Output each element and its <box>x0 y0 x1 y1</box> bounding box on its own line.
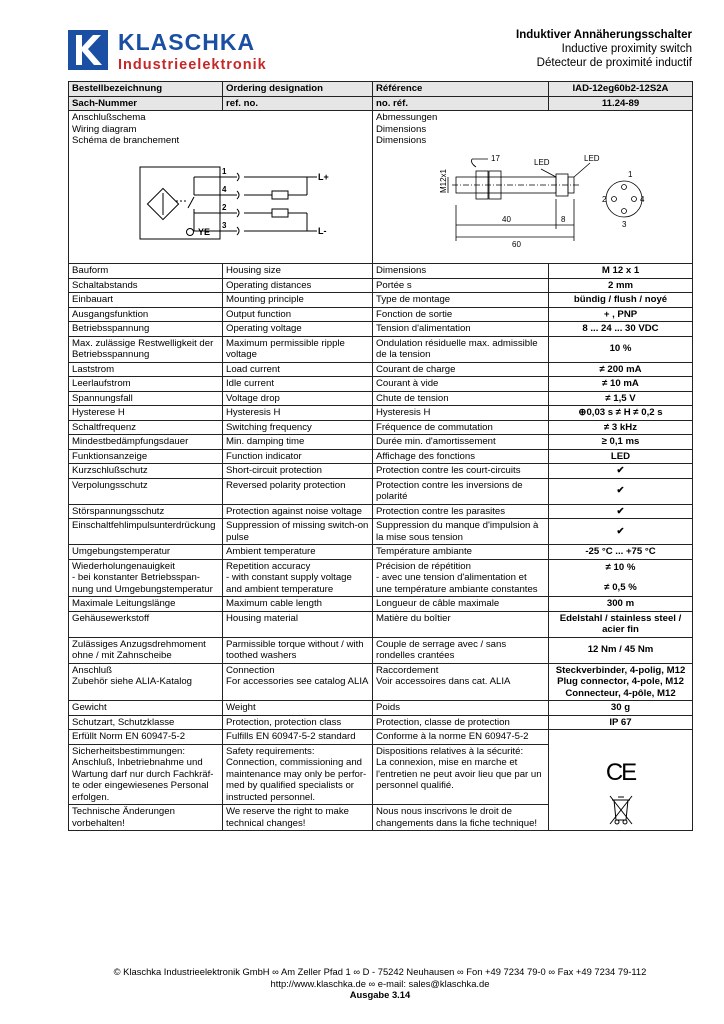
spec-row <box>69 663 693 701</box>
spec-label-en: Min. damping time <box>223 435 373 450</box>
spec-label-fr: Protection contre les inversions de polarité <box>373 478 549 504</box>
connector-pin-2: 2 <box>602 194 607 204</box>
part-cell-en: ref. no. <box>223 96 373 111</box>
repeat-accuracy-row <box>69 559 693 597</box>
wiring-label-fr: Schéma de branchement <box>72 135 180 146</box>
repeat-de: Wiederholungenauigkeit - bei konstanter Betriebsspan- nung und Umgebungstemperatur <box>69 559 223 597</box>
spec-label-en: Load current <box>223 362 373 377</box>
header-cell-fr: Référence <box>373 82 549 97</box>
safety-fr: Dispositions relatives à la sécurité: La connexion, mise en marche et l'entretien ne peut avoir lieu que par un personnel qualifié. <box>373 744 549 805</box>
spec-label-en: Ambient temperature <box>223 545 373 560</box>
spec-label-de: Gewicht <box>69 701 223 716</box>
spec-label-fr: Raccordement Voir accessoires dans cat. ALIA <box>373 663 549 701</box>
spec-row <box>69 322 693 337</box>
spec-label-de: Maximale Leitungslänge <box>69 597 223 612</box>
repeat-value-1: ≠ 10 % <box>605 562 636 574</box>
spec-row <box>69 377 693 392</box>
spec-row <box>69 362 693 377</box>
wiring-pin-4: 4 <box>222 184 227 194</box>
spec-label-en: Switching frequency <box>223 420 373 435</box>
dimensions-label-fr: Dimensions <box>376 135 427 146</box>
spec-label-de: Betriebsspannung <box>69 322 223 337</box>
document-title <box>516 28 692 70</box>
spec-label-fr: Tension d'alimentation <box>373 322 549 337</box>
spec-row <box>69 449 693 464</box>
spec-label-en: Voltage drop <box>223 391 373 406</box>
wiring-ye-label: YE <box>198 226 211 237</box>
spec-value: 10 % <box>549 336 693 362</box>
spec-value: ✔ <box>549 519 693 545</box>
connector-pin-1: 1 <box>628 169 633 179</box>
spec-label-fr: Fonction de sortie <box>373 307 549 322</box>
spec-value: 12 Nm / 45 Nm <box>549 637 693 663</box>
spec-label-de: Einbauart <box>69 293 223 308</box>
klaschka-logo-icon <box>68 30 108 70</box>
spec-label-en: Housing material <box>223 611 373 637</box>
spec-label-fr: Poids <box>373 701 549 716</box>
connector-pin-4: 4 <box>640 194 645 204</box>
safety-de: Sicherheitsbestimmungen: Anschluß, Inbetriebnahme und Wartung darf nur durch Fachkräf-te oder eingewiesenes Personal erfolgen. <box>69 744 223 805</box>
spec-label-de: Leerlaufstrom <box>69 377 223 392</box>
spec-table <box>68 81 693 831</box>
spec-value: ✔ <box>549 464 693 479</box>
spec-label-de: Ausgangsfunktion <box>69 307 223 322</box>
spec-value: 8 ... 24 ... 30 VDC <box>549 322 693 337</box>
spec-label-fr: Courant à vide <box>373 377 549 392</box>
spec-row <box>69 336 693 362</box>
spec-value: ≠ 200 mA <box>549 362 693 377</box>
part-cell-de: Sach-Nummer <box>69 96 223 111</box>
spec-label-de: Verpolungsschutz <box>69 478 223 504</box>
spec-value: ≠ 10 mA <box>549 377 693 392</box>
spec-label-fr: Protection contre les parasites <box>373 504 549 519</box>
header-cell-en: Ordering designation <box>223 82 373 97</box>
wiring-lines <box>194 173 317 235</box>
spec-label-de: Kurzschlußschutz <box>69 464 223 479</box>
connector-pin-3: 3 <box>622 219 627 229</box>
spec-value: LED <box>549 449 693 464</box>
wiring-plus-label: L+ <box>318 171 329 182</box>
spec-row <box>69 715 693 730</box>
spec-label-en: Function indicator <box>223 449 373 464</box>
wiring-minus-label: L- <box>318 225 327 236</box>
part-number: 11.24-89 <box>549 96 693 111</box>
spec-row <box>69 597 693 612</box>
title-de: Induktiver Annäherungsschalter <box>516 29 692 41</box>
spec-row <box>69 278 693 293</box>
wiring-pin-1: 1 <box>222 166 227 176</box>
spec-label-de: Gehäusewerkstoff <box>69 611 223 637</box>
repeat-en: Repetition accuracy - with constant supply voltage and ambient temperature <box>223 559 373 597</box>
spec-label-en: Short-circuit protection <box>223 464 373 479</box>
spec-label-de: Laststrom <box>69 362 223 377</box>
spec-label-fr: Ondulation résiduelle max. admissible de la tension <box>373 336 549 362</box>
spec-label-de: Schutzart, Schutzklasse <box>69 715 223 730</box>
spec-label-fr: Protection, classe de protection <box>373 715 549 730</box>
spec-label-de: Einschaltfehlimpulsunterdrückung <box>69 519 223 545</box>
spec-row <box>69 611 693 637</box>
led-label-2: LED <box>584 153 600 163</box>
weee-bin-icon <box>608 794 634 826</box>
wrench-size-label: 17 <box>491 153 500 163</box>
spec-label-fr: Durée min. d'amortissement <box>373 435 549 450</box>
spec-label-en: Parmissible torque without / with toothed washers <box>223 637 373 663</box>
spec-label-en: Idle current <box>223 377 373 392</box>
spec-label-de: Spannungsfall <box>69 391 223 406</box>
document-header <box>68 28 692 80</box>
drawings-row <box>69 111 693 264</box>
spec-label-de: Mindestbedämpfungsdauer <box>69 435 223 450</box>
spec-value: ≠ 1,5 V <box>549 391 693 406</box>
spec-label-de: Bauform <box>69 264 223 279</box>
spec-label-en: Connection For accessories see catalog ALIA <box>223 663 373 701</box>
spec-row <box>69 307 693 322</box>
spec-value: IP 67 <box>549 715 693 730</box>
wiring-label-de: Anschlußschema <box>72 112 146 123</box>
changes-fr: Nous nous inscrivons le droit de changements dans la fiche technique! <box>373 805 549 831</box>
spec-label-fr: Suppression du manque d'impulsion à la mise sous tension <box>373 519 549 545</box>
dimensions-label-de: Abmessungen <box>376 112 438 123</box>
spec-label-fr: Affichage des fonctions <box>373 449 549 464</box>
document-footer <box>68 966 692 1001</box>
spec-row <box>69 545 693 560</box>
part-cell-fr: no. réf. <box>373 96 549 111</box>
spec-value: ≠ 3 kHz <box>549 420 693 435</box>
ordering-designation: IAD-12eg60b2-12S2A <box>549 82 693 97</box>
spec-label-en: Operating distances <box>223 278 373 293</box>
spec-value: ✔ <box>549 504 693 519</box>
spec-row <box>69 519 693 545</box>
spec-label-fr: Type de montage <box>373 293 549 308</box>
spec-row <box>69 435 693 450</box>
spec-label-en: Hysteresis H <box>223 406 373 421</box>
spec-label-en: Protection, protection class <box>223 715 373 730</box>
spec-value: ✔ <box>549 478 693 504</box>
spec-row <box>69 637 693 663</box>
spec-row <box>69 504 693 519</box>
spec-value: + , PNP <box>549 307 693 322</box>
spec-label-fr: Hysteresis H <box>373 406 549 421</box>
header-cell-de: Bestellbezeichnung <box>69 82 223 97</box>
repeat-value <box>549 559 693 597</box>
part-number-row <box>69 96 693 111</box>
spec-label-de: Anschluß Zubehör siehe ALIA-Katalog <box>69 663 223 701</box>
dim-8: 8 <box>561 214 566 224</box>
spec-value: 300 m <box>549 597 693 612</box>
spec-label-fr: Couple de serrage avec / sans rondelles crantées <box>373 637 549 663</box>
spec-value: 2 mm <box>549 278 693 293</box>
spec-value: ≥ 0,1 ms <box>549 435 693 450</box>
spec-label-fr: Longueur de câble maximale <box>373 597 549 612</box>
spec-label-en: Operating voltage <box>223 322 373 337</box>
changes-de: Technische Änderungen vorbehalten! <box>69 805 223 831</box>
spec-value: -25 °C ... +75 °C <box>549 545 693 560</box>
spec-value: 30 g <box>549 701 693 716</box>
dimension-drawing <box>376 149 688 259</box>
spec-value: bündig / flush / noyé <box>549 293 693 308</box>
repeat-fr: Précision de répétition - avec une tension d'alimentation et une température ambiante constantes <box>373 559 549 597</box>
norm-en: Fulfills EN 60947-5-2 standard <box>223 730 373 745</box>
spec-row <box>69 701 693 716</box>
wiring-label-en: Wiring diagram <box>72 123 137 135</box>
spec-label-en: Protection against noise voltage <box>223 504 373 519</box>
spec-label-en: Weight <box>223 701 373 716</box>
spec-label-de: Umgebungstemperatur <box>69 545 223 560</box>
spec-label-de: Schaltabstands <box>69 278 223 293</box>
footer-edition: Ausgabe 3.14 <box>349 989 411 1000</box>
spec-row <box>69 464 693 479</box>
spec-label-fr: Courant de charge <box>373 362 549 377</box>
spec-value: Steckverbinder, 4-polig, M12 Plug connector, 4-pole, M12 Connecteur, 4-pôle, M12 <box>549 663 693 701</box>
spec-row <box>69 478 693 504</box>
spec-label-en: Mounting principle <box>223 293 373 308</box>
spec-row <box>69 293 693 308</box>
spec-label-de: Hysterese H <box>69 406 223 421</box>
spec-row <box>69 264 693 279</box>
spec-label-de: Zulässiges Anzugsdrehmoment ohne / mit Zahnscheibe <box>69 637 223 663</box>
thread-label: M12x1 <box>439 168 448 193</box>
wiring-pin-3: 3 <box>222 220 227 230</box>
marks-cell <box>549 730 693 831</box>
footer-contact: http://www.klaschka.de ∞ e-mail: sales@klaschka.de <box>270 977 490 989</box>
brand-name: KLASCHKA <box>118 29 256 55</box>
spec-value: Edelstahl / stainless steel / acier fin <box>549 611 693 637</box>
spec-label-fr: Portée s <box>373 278 549 293</box>
norm-de: Erfüllt Norm EN 60947-5-2 <box>69 730 223 745</box>
spec-label-en: Reversed polarity protection <box>223 478 373 504</box>
changes-en: We reserve the right to make technical changes! <box>223 805 373 831</box>
spec-row <box>69 391 693 406</box>
dimension-drawing-cell <box>373 111 693 264</box>
title-en: Inductive proximity switch <box>561 43 692 55</box>
spec-label-de: Max. zulässige Restwelligkeit der Betriebsspannung <box>69 336 223 362</box>
safety-en: Safety requirements: Connection, commissioning and maintenance may only be perfor-med by qualified specialists or instructed personnel. <box>223 744 373 805</box>
led-label-1: LED <box>534 157 550 167</box>
spec-label-fr: Chute de tension <box>373 391 549 406</box>
dim-60: 60 <box>512 239 521 249</box>
spec-label-fr: Température ambiante <box>373 545 549 560</box>
wiring-pin-2: 2 <box>222 202 227 212</box>
title-fr: Détecteur de proximité inductif <box>536 57 692 69</box>
norm-row <box>69 730 693 745</box>
spec-label-fr: Protection contre les court-circuits <box>373 464 549 479</box>
spec-label-en: Suppression of missing switch-on pulse <box>223 519 373 545</box>
spec-value: ⊕0,03 s ≠ H ≠ 0,2 s <box>549 406 693 421</box>
spec-row <box>69 420 693 435</box>
spec-label-en: Maximum permissible ripple voltage <box>223 336 373 362</box>
dim-40: 40 <box>502 214 511 224</box>
spec-label-de: Schaltfrequenz <box>69 420 223 435</box>
spec-label-de: Funktionsanzeige <box>69 449 223 464</box>
ce-mark: CE <box>605 758 636 786</box>
norm-fr: Conforme à la norme EN 60947-5-2 <box>373 730 549 745</box>
spec-label-fr: Dimensions <box>373 264 549 279</box>
spec-label-en: Housing size <box>223 264 373 279</box>
spec-label-en: Maximum cable length <box>223 597 373 612</box>
spec-label-de: Störspannungsschutz <box>69 504 223 519</box>
spec-row <box>69 406 693 421</box>
spec-label-fr: Matière du boîtier <box>373 611 549 637</box>
spec-label-en: Output function <box>223 307 373 322</box>
ordering-row <box>69 82 693 97</box>
spec-label-fr: Fréquence de commutation <box>373 420 549 435</box>
repeat-value-2: ≠ 0,5 % <box>604 581 637 593</box>
wiring-diagram <box>72 157 362 257</box>
wiring-diagram-cell <box>69 111 373 264</box>
dimensions-label-en: Dimensions <box>376 123 427 135</box>
spec-value: M 12 x 1 <box>549 264 693 279</box>
brand-subtitle: Industrieelektronik <box>118 57 267 73</box>
footer-address: © Klaschka Industrieelektronik GmbH ∞ Am Zeller Pfad 1 ∞ D - 75242 Neuhausen ∞ Fon +49 7234 79-0 ∞ Fax +49 7234 79-112 <box>113 966 647 977</box>
